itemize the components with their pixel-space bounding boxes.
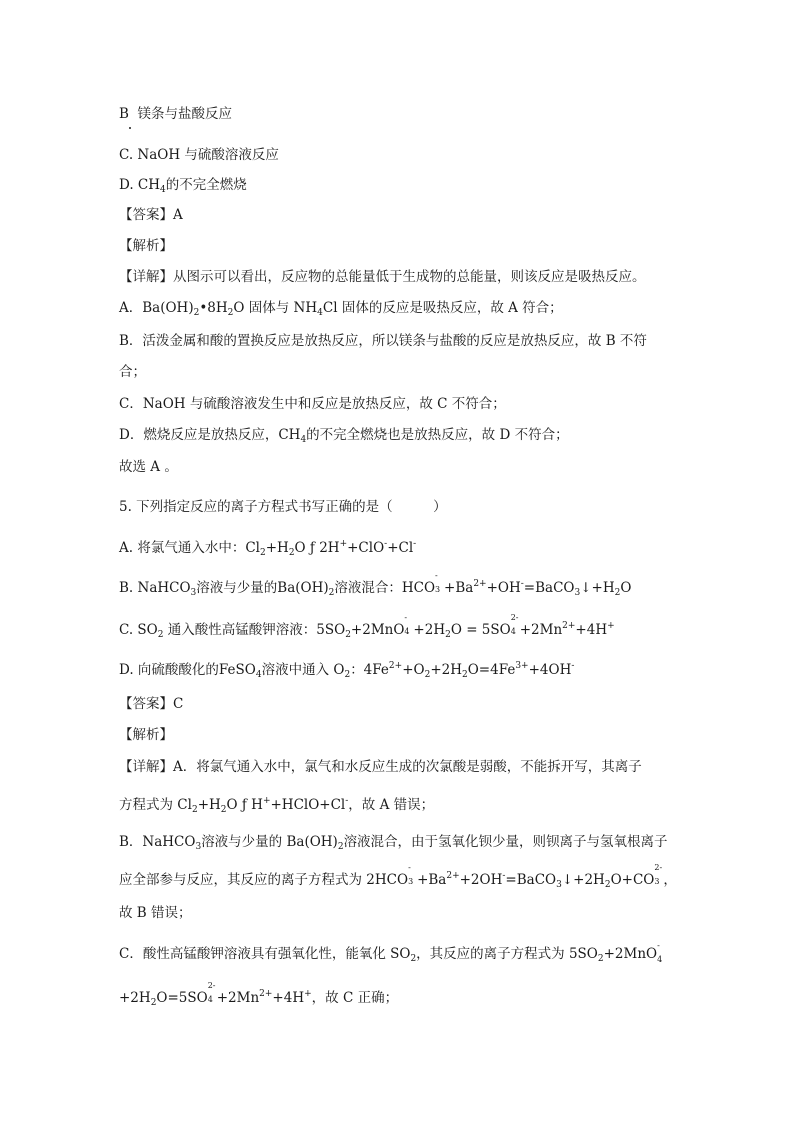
text-run: +Ba [417,872,447,888]
text-run: A. 将氯气通入水中：Cl [119,540,260,556]
explain-a [119,298,563,323]
subscript: 2 [337,842,344,852]
subscript: 2 [191,805,198,815]
text-run: =BaCO [505,872,557,888]
superscript: 2+ [473,579,487,589]
superscript: 2+ [388,661,403,671]
text-run: ↓+H [580,580,615,596]
text-run: 的不完全燃烧 [165,177,247,193]
superscript: - [384,539,388,549]
stack-bottom: 4 [657,955,663,964]
subscript: 3 [190,588,197,598]
text-run: D．燃烧反应是放热反应，CH [119,427,301,443]
text-run: B．NaHCO [119,834,196,850]
text-run: ， [663,872,677,888]
text-run: 方程式为 Cl [119,797,192,813]
option-label: B [119,106,129,122]
text-run: 溶液混合，由于氢氧化钡少量，则钡离子与氢氧根离子 [343,834,668,850]
text-run: 应全部参与反应，其反应的离子方程式为 2HCO [119,872,409,888]
subscript: 2 [462,670,468,680]
superscript: + [607,621,615,631]
analysis-heading: 【解析】 [119,727,173,743]
text-run: ，故 C 正确； [311,990,399,1006]
text-run: O ƒ 2H [294,540,340,556]
text-run: +2MnO [603,946,658,962]
subscript: 2 [157,630,164,640]
charge-stack [435,571,444,594]
text-run: 溶液与少量的 Ba(OH) [201,834,338,850]
option-d-prev [119,175,247,200]
text-run: +O [402,662,425,678]
subscript: 2 [150,998,157,1008]
superscript: - [502,871,506,881]
text-run: +OH [486,580,521,596]
text-run: Cl 固体的反应是吸热反应，故 A 符合； [322,300,563,316]
text-run: +HClO+Cl [270,797,346,813]
stack-top: - [435,571,438,580]
text-run: +4H [272,990,305,1006]
subscript: 2 [259,548,266,558]
subscript: 2 [445,630,451,640]
stack-bottom: 4 [207,995,213,1004]
question-stem: 5. 下列指定反应的离子方程式书写正确的是（ ） [119,499,447,515]
text-run: +2H [119,990,151,1006]
superscript: - [520,579,524,589]
answer-heading: 【答案】C [119,696,184,712]
explain-b-line2: 合； [119,364,146,380]
text-run: =BaCO [523,580,575,596]
text-run: ：4Fe [350,662,389,678]
subscript: 2 [614,588,621,598]
text-run: +4OH [528,662,572,678]
text-run: 的不完全燃烧也是放热反应，故 D 不符合； [306,427,569,443]
text-run: +2MnO [350,622,405,638]
text-run: +Ba [444,580,474,596]
explain-d [119,425,569,450]
text-run: C. SO [119,622,158,638]
text-run: +2Mn [216,990,260,1006]
text-run: O+CO [610,872,655,888]
text-run: +2Mn [519,622,563,638]
text-run: +4H [575,622,608,638]
subscript: 2 [424,670,431,680]
stack-bottom: 3 [654,877,660,886]
charge-stack [654,863,663,886]
subscript: 2 [227,308,234,318]
text-run: ↓+2H [561,872,605,888]
text-run: +Cl [387,540,414,556]
text-run: +2H [413,622,446,638]
subscript: 3 [195,842,202,852]
text-run: O [620,580,632,596]
detail-b-line1 [119,832,668,857]
charge-stack [207,981,217,1004]
text-run: 溶液与少量的Ba(OH) [196,580,329,596]
subscript: 3 [556,880,562,890]
explain-b-line1: B．活泼金属和酸的置换反应是放热反应，所以镁条与盐酸的反应是放热反应，故 B 不符 [119,333,647,349]
stack-bottom: 4 [404,627,410,636]
superscript: 2+ [446,871,460,881]
superscript: - [345,796,349,806]
detail-b-line2 [119,863,677,895]
option-c-prev: C. NaOH 与硫酸溶液反应 [119,147,279,163]
text-run: D. CH [119,177,161,193]
stack-bottom: 4 [510,627,516,636]
stray-dot [129,127,131,129]
option-c [119,613,615,645]
stack-bottom: 3 [408,877,414,886]
superscript: - [571,661,575,671]
superscript: 3+ [515,661,529,671]
option-a [119,534,416,563]
stack-top: 2- [654,863,663,872]
subscript: 2 [193,308,200,318]
detail-a-line1: 【详解】A．将氯气通入水中，氯气和水反应生成的次氯酸是弱酸，不能拆开写，其离子 [119,759,642,775]
stack-top: 2- [207,981,216,990]
detail-c-line1 [119,941,666,969]
text-run: ，故 A 错误； [348,797,435,813]
analysis-heading: 【解析】 [119,238,173,254]
option-d [119,656,574,685]
subscript: 4 [255,670,262,680]
text-run: 溶液混合：HCO [334,580,436,596]
superscript: 2+ [259,989,273,999]
text-run: C．酸性高锰酸钾溶液具有强氧化性，能氧化 SO [119,946,411,962]
stack-top: - [408,863,411,872]
explain-c: C．NaOH 与硫酸溶液发生中和反应是放热反应，故 C 不符合； [119,396,506,412]
subscript: 2 [344,670,351,680]
subscript: 4 [160,185,166,195]
subscript: 2 [597,954,604,964]
subscript: 2 [328,588,335,598]
subscript: 2 [288,548,295,558]
subscript: 2 [220,805,227,815]
subscript: 4 [300,435,307,445]
stack-top: 2- [510,613,519,622]
text-run: ，其反应的离子方程式为 5SO [416,946,598,962]
answer-heading: 【答案】A [119,207,183,223]
conclusion: 故选 A 。 [119,459,178,475]
charge-stack [404,613,413,636]
superscript: - [413,539,417,549]
charge-stack [657,941,666,964]
stack-bottom: 3 [435,585,441,594]
text-run: 通入酸性高锰酸钾溶液：5SO [163,622,346,638]
text-run: A．Ba(OH) [119,300,194,316]
text-run: •8H [199,300,228,316]
superscript: 2+ [562,621,576,631]
detail-paragraph: 【详解】从图示可以看出，反应物的总能量低于生成物的总能量，则该反应是吸热反应。 [119,269,646,285]
text-run: O=4Fe [467,662,516,678]
text-run: +2OH [459,872,503,888]
superscript: + [262,796,271,806]
text-run: O 固体与 NH [233,300,318,316]
text-run: D. 向硫酸酸化的FeSO [119,662,256,678]
subscript: 2 [604,880,611,890]
subscript: 2 [345,630,351,640]
detail-a-line2 [119,791,434,820]
stack-top: - [657,941,660,950]
option-b-prev [119,104,232,124]
text-run: O = 5SO [450,622,511,638]
charge-stack [510,613,520,636]
text-run: O=5SO [156,990,208,1006]
text-run: +H [265,540,289,556]
subscript: 2 [410,954,417,964]
text-run: B. NaHCO [119,580,191,596]
subscript: 4 [317,308,323,318]
detail-c-line2 [119,981,399,1013]
text-run: O ƒ H [226,797,263,813]
text-run: 溶液中通入 O [261,662,345,678]
option-text: 镁条与盐酸反应 [137,106,233,122]
subscript: 3 [574,588,581,598]
superscript: + [339,539,348,549]
text-run: +2H [430,662,462,678]
text-run: +ClO [347,540,385,556]
superscript: + [304,989,312,999]
text-run: +H [197,797,221,813]
charge-stack [408,863,417,886]
stack-top: - [404,613,408,622]
detail-b-line3: 故 B 错误； [119,905,192,921]
option-b [119,571,632,603]
